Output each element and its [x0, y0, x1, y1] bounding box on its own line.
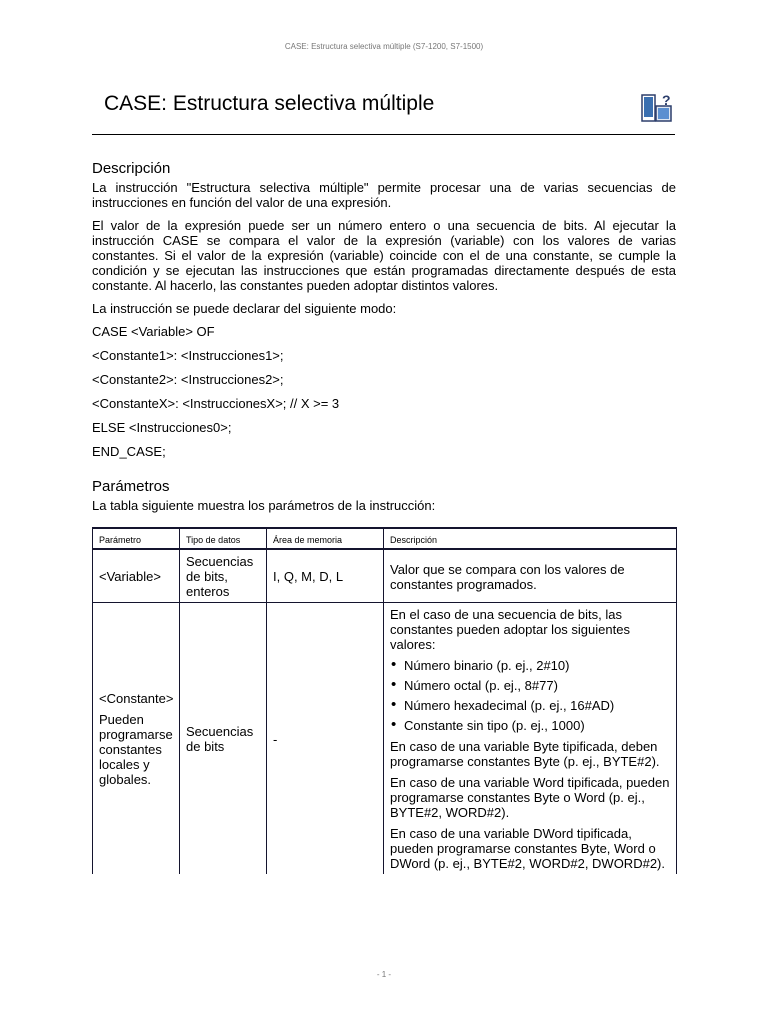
- header-area-de-memoria: Área de memoria: [267, 528, 384, 549]
- cell-param-variable: <Variable>: [93, 549, 180, 603]
- parameters-intro: La tabla siguiente muestra los parámetros de la instrucción:: [92, 498, 436, 513]
- description-paragraph-2: El valor de la expresión puede ser un número entero o una secuencia de bits. Al ejecutar la instrucción CASE se compara el valor de la expresión (variable) con los valores de varias constantes. Si el valor de la expresión (variable) coincide con el de una constante, se cumple la condición y se ejecutan las instrucciones que están programadas directamente después de esta constante. Al hacerlo, las constantes pueden adoptar distintos valores.: [92, 218, 676, 293]
- code-line-6: END_CASE;: [92, 444, 166, 459]
- desc-constante-dword: En caso de una variable DWord tipificada, pueden programarse constantes Byte, Word o DWord (p. ej., BYTE#2, WORD#2, DWORD#2).: [390, 826, 665, 871]
- code-line-5: ELSE <Instrucciones0>;: [92, 420, 232, 435]
- svg-text:?: ?: [662, 92, 671, 108]
- description-paragraph-1: La instrucción "Estructura selectiva múltiple" permite procesar una de varias secuencias de instrucciones en función del valor de una expresión.: [92, 180, 676, 210]
- list-item: • Número octal (p. ej., 8#77): [404, 678, 670, 693]
- desc-constante-word: En caso de una variable Word tipificada, pueden programarse constantes Byte o Word (p. ej., BYTE#2, WORD#2).: [390, 775, 670, 820]
- param-constante-name: <Constante>: [99, 691, 174, 706]
- section-heading-parametros: Parámetros: [92, 478, 170, 495]
- cell-type-variable: Secuencias de bits, enteros: [180, 549, 267, 603]
- desc-constante-intro: En el caso de una secuencia de bits, las constantes pueden adoptar los siguientes valores:: [390, 607, 630, 652]
- header-tipo-de-datos: Tipo de datos: [180, 528, 267, 549]
- document-body: [92, 160, 676, 874]
- table-row: [93, 603, 677, 875]
- code-line-3: <Constante2>: <Instrucciones2>;: [92, 372, 284, 387]
- cell-param-constante: [93, 603, 180, 875]
- table-header-row: [93, 528, 677, 549]
- header-parametro: Parámetro: [93, 528, 180, 549]
- desc-constante-byte: En caso de una variable Byte tipificada, deben programarse constantes Byte (p. ej., BYTE#2).: [390, 739, 660, 769]
- param-constante-note: Pueden programarse constantes locales y globales.: [99, 712, 173, 787]
- parameters-table: [92, 527, 677, 874]
- cell-area-constante: -: [267, 603, 384, 875]
- list-item: • Constante sin tipo (p. ej., 1000): [404, 718, 670, 733]
- help-question-icon[interactable]: [640, 92, 676, 124]
- code-line-4: <ConstanteX>: <InstruccionesX>; // X >= 3: [92, 396, 340, 411]
- running-header: CASE: Estructura selectiva múltiple (S7-1200, S7-1500): [284, 42, 484, 51]
- page-number: - 1 -: [376, 970, 392, 979]
- code-line-2: <Constante1>: <Instrucciones1>;: [92, 348, 284, 363]
- title-rule: [92, 134, 675, 135]
- page-title: CASE: Estructura selectiva múltiple: [104, 92, 435, 115]
- description-paragraph-3: La instrucción se puede declarar del siguiente modo:: [92, 301, 397, 316]
- table-row: [93, 549, 677, 603]
- cell-area-variable: I, Q, M, D, L: [267, 549, 384, 603]
- section-heading-descripcion: Descripción: [92, 160, 171, 177]
- cell-desc-constante: [384, 603, 677, 875]
- list-item: • Número binario (p. ej., 2#10): [404, 658, 670, 673]
- cell-type-constante: Secuencias de bits: [180, 603, 267, 875]
- cell-desc-variable: Valor que se compara con los valores de constantes programados.: [384, 549, 677, 603]
- code-line-1: CASE <Variable> OF: [92, 324, 215, 339]
- constant-values-list: [390, 658, 670, 733]
- list-item: • Número hexadecimal (p. ej., 16#AD): [404, 698, 670, 713]
- header-descripcion: Descripción: [384, 528, 677, 549]
